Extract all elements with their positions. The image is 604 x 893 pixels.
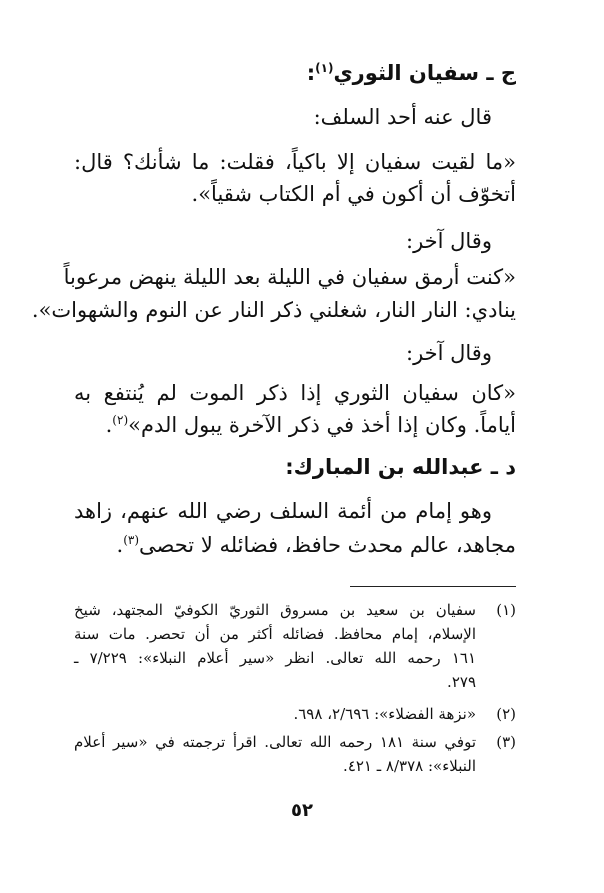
footnote-body <box>74 730 476 778</box>
footnote-line: ١٦١ رحمه الله تعالى. انظر «سير أعلام النبلاء»: ٧/٢٢٩ ـ <box>74 649 476 667</box>
footnote-body <box>74 598 476 694</box>
footnote-line: ٢٧٩. <box>447 673 476 691</box>
quote-3-line-1: «كان سفيان الثوري إذا ذكر الموت لم يُنتفع به <box>74 381 516 405</box>
footnote-ref-2: (٢) <box>112 413 129 427</box>
heading-text: ج ـ سفيان الثوري <box>333 61 516 85</box>
footnote-line: الإسلام، إمام محافظ. فضائله أكثر من أن تحصر. مات سنة <box>74 625 476 643</box>
intro-line-1: قال عنه أحد السلف: <box>313 105 492 129</box>
quote-3-period: . <box>105 413 113 437</box>
footnote-separator <box>350 586 516 587</box>
footnote-line: النبلاء»: ٨/٣٧٨ ـ ٤٢١. <box>343 757 476 775</box>
quote-1-line-2: أتخوّف أن أكون في أم الكتاب شقياً». <box>191 182 516 206</box>
footnote-line: سفيان بن سعيد بن مسروق الثوريّ الكوفيّ المجتهد، شيخ <box>74 601 476 619</box>
section-heading-sufyan <box>307 58 516 88</box>
intro-line-3: وقال آخر: <box>406 341 492 365</box>
footnote-3 <box>74 730 516 778</box>
body-line-2 <box>117 530 516 560</box>
footnote-line: توفي سنة ١٨١ رحمه الله تعالى. اقرأ ترجمته في «سير أعلام <box>74 733 476 751</box>
body-period: . <box>116 533 124 557</box>
quote-3-text: أياماً. وكان إذا أخذ في ذكر الآخرة يبول الدم» <box>128 413 516 437</box>
section-heading-ibn-mubarak: د ـ عبدالله بن المبارك: <box>285 455 516 479</box>
heading-colon: : <box>306 61 316 85</box>
footnote-number: (٣) <box>496 733 516 751</box>
quote-2-line-1: «كنت أرمق سفيان في الليلة بعد الليلة ينهض مرعوباً <box>63 265 516 289</box>
body-line-1: وهو إمام من أئمة السلف رضي الله عنهم، زاهد <box>74 499 492 523</box>
page-number: ٥٢ <box>291 800 313 821</box>
footnote-number: (٢) <box>496 705 516 723</box>
quote-1-line-1: «ما لقيت سفيان إلا باكياً، فقلت: ما شأنك؟ قال: <box>74 150 516 174</box>
body-text: مجاهد، عالم محدث حافظ، فضائله لا تحصى <box>139 533 516 557</box>
footnote-ref-3: (٣) <box>123 533 140 547</box>
footnote-number: (١) <box>496 601 516 619</box>
footnote-line: «نزهة الفضلاء»: ٢/٦٩٦، ٦٩٨. <box>293 705 476 723</box>
footnote-1 <box>74 598 516 694</box>
quote-2-line-2: ينادي: النار النار، شغلني ذكر النار عن النوم والشهوات». <box>31 298 516 322</box>
footnote-body <box>74 702 476 726</box>
quote-3-line-2 <box>106 410 516 440</box>
intro-line-2: وقال آخر: <box>406 229 492 253</box>
footnote-2 <box>74 702 516 726</box>
footnote-ref-1: (١) <box>315 61 334 75</box>
